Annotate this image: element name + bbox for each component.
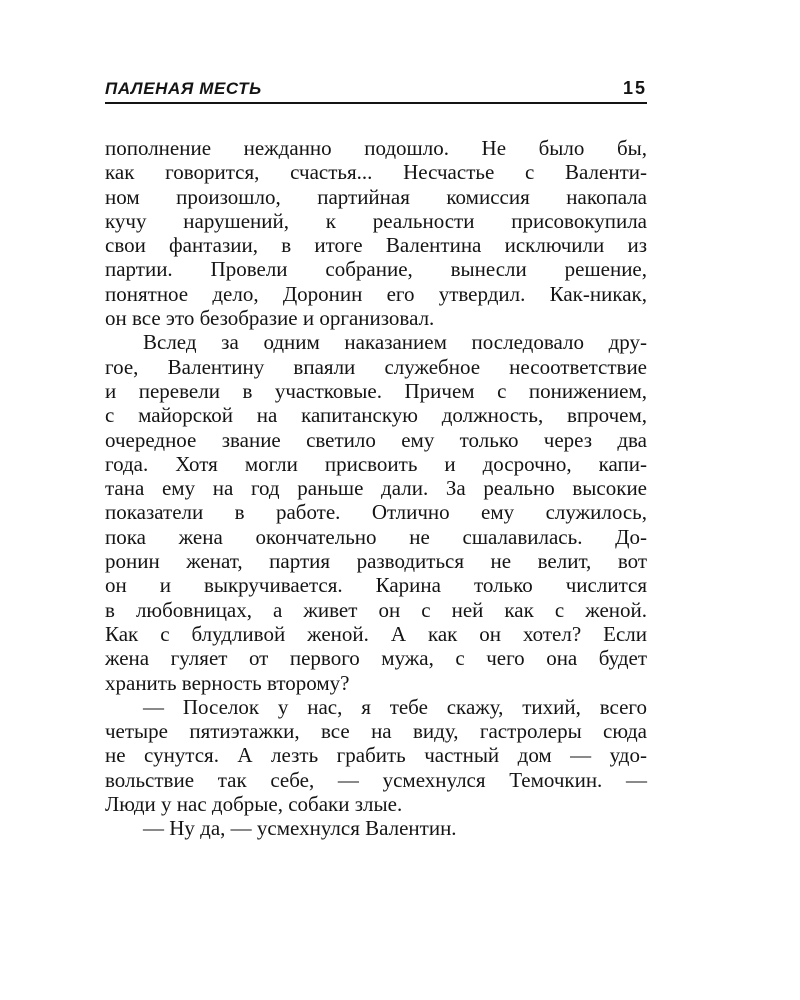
text-line: жена гуляет от первого мужа, с чего она будет <box>105 646 647 671</box>
text-line: понятное дело, Доронин его утвердил. Как-никак, <box>105 281 647 306</box>
text-line: — Поселок у нас, я тебе скажу, тихий, всего <box>143 694 647 719</box>
running-title: ПАЛЕНАЯ МЕСТЬ <box>105 79 262 98</box>
book-page <box>105 78 647 841</box>
text-line: четыре пятиэтажки, все на виду, гастролеры сюда <box>105 719 647 744</box>
text-line: Вслед за одним наказанием последовало дру- <box>143 330 647 355</box>
text-line: гое, Валентину впаяли служебное несоответствие <box>105 354 647 379</box>
text-line: как говорится, счастья... Несчастье с Валенти- <box>105 160 647 185</box>
text-line: в любовницах, а живет он с ней как с женой. <box>105 597 647 622</box>
running-head <box>105 78 647 104</box>
text-line: и перевели в участковые. Причем с понижением, <box>105 378 647 403</box>
paragraph <box>105 816 647 840</box>
text-line: ронин женат, партия разводиться не велит, вот <box>105 549 647 574</box>
paragraph <box>105 330 647 694</box>
text-line: не сунутся. А лезть грабить частный дом — удо- <box>105 743 647 768</box>
page-number: 15 <box>622 78 647 98</box>
text-line: он все это безобразие и организовал. <box>105 306 435 331</box>
text-line: с майорской на капитанскую должность, впрочем, <box>105 403 647 428</box>
text-line: он и выкручивается. Карина только числится <box>105 573 647 598</box>
text-line: кучу нарушений, к реальности присовокупила <box>105 208 647 233</box>
text-line: вольствие так себе, — усмехнулся Темочкин. — <box>105 767 647 792</box>
text-line: хранить верность второму? <box>105 670 350 695</box>
text-line: пополнение нежданно подошло. Не было бы, <box>105 136 647 160</box>
text-line: пока жена окончательно не сшалавилась. До- <box>105 524 647 549</box>
text-line: года. Хотя могли присвоить и досрочно, капи- <box>105 451 647 476</box>
text-line: партии. Провели собрание, вынесли решение, <box>105 257 647 282</box>
text-line: ном произошло, партийная комиссия накопала <box>105 184 647 209</box>
text-line: Как с блудливой женой. А как он хотел? Если <box>105 621 647 646</box>
text-line: свои фантазии, в итоге Валентина исключили из <box>105 233 647 258</box>
text-line: Люди у нас добрые, собаки злые. <box>105 792 403 817</box>
text-line: очередное звание светило ему только через два <box>105 427 647 452</box>
paragraph <box>105 136 647 330</box>
text-line: тана ему на год раньше дали. За реально высокие <box>105 476 647 501</box>
body-text <box>105 136 647 841</box>
paragraph <box>105 695 647 816</box>
text-line: — Ну да, — усмехнулся Валентин. <box>143 816 457 841</box>
text-line: показатели в работе. Отлично ему служилось, <box>105 500 647 525</box>
